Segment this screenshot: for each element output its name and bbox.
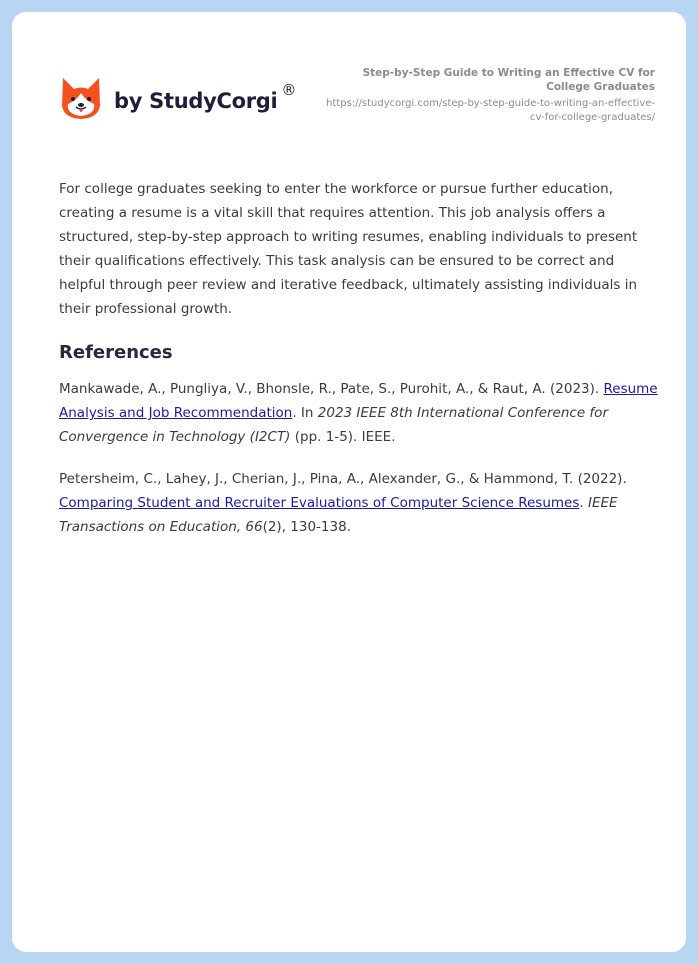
registered-mark-icon: ® [281, 81, 297, 99]
document-meta [325, 66, 655, 124]
reference-tail: (pp. 1-5). IEEE. [290, 429, 396, 445]
corgi-icon [60, 76, 102, 120]
reference-source: 2023 IEEE 8th International Conference for Convergence in Technology (I2CT) [59, 405, 608, 445]
reference-authors: Petersheim, C., Lahey, J., Cherian, J., Pina, A., Alexander, G., & Hammond, T. (2022). [59, 471, 627, 487]
reference-link[interactable]: Comparing Student and Recruiter Evaluations of Computer Science Resumes [59, 495, 580, 511]
document-body [59, 177, 659, 557]
reference-tail: (2), 130-138. [262, 519, 351, 535]
reference-link[interactable]: Resume Analysis and Job Recommendation [59, 381, 658, 421]
reference-connector: . [579, 495, 588, 511]
reference-source: IEEE Transactions on Education, 66 [59, 495, 618, 535]
document-title: Step-by-Step Guide to Writing an Effective CV for College Graduates [362, 67, 655, 93]
brand-name: by StudyCorgi [114, 89, 278, 113]
intro-paragraph: For college graduates seeking to enter the workforce or pursue further education, creating a resume is a vital skill that requires attention. This job analysis offers a structured, step-by-step approach to writing resumes, enabling individuals to present their qualifications effectively. This task analysis can be ensured to be correct and helpful through peer review and iterative feedback, ultimately assisting individuals in their professional growth. [59, 181, 638, 317]
document-header [12, 12, 686, 152]
document-url[interactable]: https://studycorgi.com/step-by-step-guide-to-writing-an-effective-cv-for-college-graduates/ [326, 98, 655, 123]
references-heading: References [59, 342, 173, 363]
studycorgi-logo[interactable] [60, 76, 296, 120]
reference-authors: Mankawade, A., Pungliya, V., Bhonsle, R., Pate, S., Purohit, A., & Raut, A. (2023). [59, 381, 604, 397]
reference-connector: . In [292, 405, 318, 421]
reference-item [59, 467, 659, 539]
document-card [12, 12, 686, 952]
reference-item [59, 377, 659, 449]
